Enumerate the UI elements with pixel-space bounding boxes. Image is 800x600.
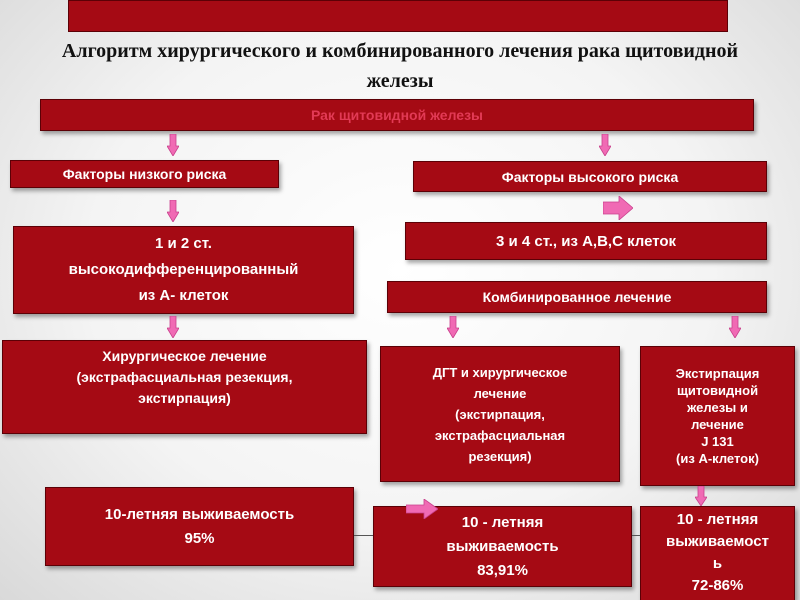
stage-line: из А- клеток [138,287,229,304]
ext-survival-line: 72-86% [691,577,744,594]
ext-survival-line: 10 - летняя [676,511,759,528]
treatment-line: Хирургическое лечение [102,348,267,364]
ext-survival-line: ь [712,555,723,572]
combined-treatment-box [387,281,767,313]
low-risk-factors-box [10,160,279,188]
connector-line [354,535,373,536]
low-risk-survival-box [45,487,354,566]
extirpation-line: (из А-клеток) [676,451,759,466]
extirpation-line: щитовидной [676,383,759,398]
survival-line: 10-летняя выживаемость [104,505,295,523]
high-risk-stage-box [405,222,767,260]
arrow-down-icon [729,316,741,338]
arrow-right-icon [406,499,438,519]
high-risk-stage-label: 3 и 4 ст., из А,В,С клеток [495,232,677,250]
extirpation-survival-box [640,506,795,600]
stage-line: высокодифференцированный [68,261,299,278]
dgt-line: (экстирпация, [455,406,545,422]
dgt-survival-line: 83,91% [477,561,528,579]
arrow-down-icon [599,134,611,156]
thyroid-cancer-box [40,99,754,131]
diagram-title: Алгоритм хирургического и комбинированного лечения рака щитовидной железы [61,40,739,92]
dgt-survival-line: 10 - летняя [461,513,544,531]
stage-line: 1 и 2 ст. [155,235,212,252]
arrow-right-icon [603,196,633,220]
dgt-line: экстрафасциальная [434,427,566,443]
arrow-down-icon [167,200,179,222]
arrow-down-icon [167,134,179,156]
treatment-line: (экстрафасциальная резекция, [76,369,293,385]
surgical-treatment-box [2,340,367,434]
extirpation-line: Экстирпация [675,366,760,381]
header-banner [68,0,728,32]
arrow-down-icon [695,486,707,506]
extirpation-line: J 131 [701,434,734,449]
dgt-line: ДГТ и хирургическое [432,364,568,380]
low-risk-factors-label: Факторы низкого риска [62,166,227,182]
combined-treatment-label: Комбинированное лечение [482,289,672,305]
thyroid-cancer-label: Рак щитовидной железы [310,107,484,123]
treatment-line: экстирпация) [138,390,231,406]
arrow-down-icon [447,316,459,338]
dgt-line: резекция) [468,448,532,464]
dgt-line: лечение [473,385,527,401]
extirpation-line: лечение [691,417,744,432]
high-risk-factors-label: Факторы высокого риска [501,168,679,185]
extirpation-line: железы и [687,400,748,415]
high-risk-factors-box [413,161,767,192]
dgt-surgery-box [380,346,620,482]
survival-line: 95% [184,529,215,547]
low-risk-stage-box [13,226,354,314]
ext-survival-line: выживаемост [666,533,769,550]
connector-line [632,535,640,536]
dgt-survival-line: выживаемость [446,537,559,555]
arrow-down-icon [167,316,179,338]
extirpation-box [640,346,795,486]
